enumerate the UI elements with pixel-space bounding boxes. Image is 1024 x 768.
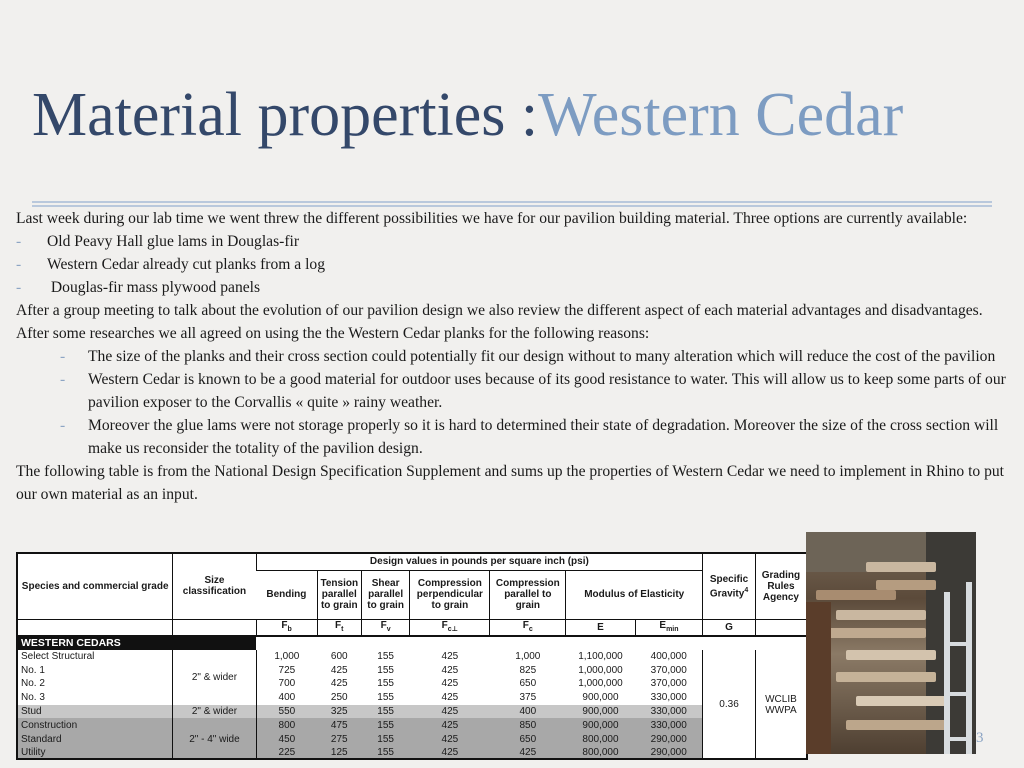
dash-bullet-icon: - [60,371,66,388]
table-row: Construction 2" - 4" wide 800 475 155 425 850 900,000 330,000 [18,718,806,732]
agency-cell: WCLIB WWPA [755,650,806,760]
col-shear: Shear parallel to grain [361,570,409,619]
col-bending: Bending [256,570,317,619]
table-row: No. 2 700 425 155 425 650 1,000,000 370,000 [21,678,687,690]
reason-text: Moreover the glue lams were not storage properly so it is hard to determined their state of degradation. Moreover the size of the cross section will make us reconsider the totality of the pavilion design. [88,417,999,457]
table-row: Utility 225 125 155 425 425 800,000 290,000 [18,746,806,760]
title-accent: Western Cedar [538,81,904,149]
option-item [16,253,1012,276]
col-gravity: Specific Gravity$^4$ [703,554,756,619]
size-cell: 2" & wider [173,650,256,705]
reason-item [16,368,1012,414]
table-row: Standard 450 275 155 425 650 800,000 290,000 [18,732,806,746]
dash-bullet-icon: - [16,233,22,250]
option-text: Western Cedar already cut planks from a log [47,256,326,273]
gravity-cell: 0.36 [703,650,756,760]
table-row: No. 1 725 425 155 425 825 1,000,000 370,000 [21,664,687,676]
sym-ft: $F_t$ [317,619,361,636]
sym-fv: $F_v$ [361,619,409,636]
dash-bullet-icon: - [16,279,22,296]
sym-fb: $F_b$ [256,619,317,636]
sym-empty [18,619,173,636]
sym-g: G [703,619,756,636]
option-text: Old Peavy Hall glue lams in Douglas-fir [47,233,300,250]
col-species: Species and commercial grade [18,554,173,619]
option-item [16,230,1012,253]
body-text [16,207,1012,506]
design-values-table [18,554,806,760]
sym-fc: $F_c$ [490,619,566,636]
col-grading: Grading Rules Agency [755,554,806,619]
option-item [16,276,1012,299]
sym-emin: $E_{min}$ [635,619,702,636]
title-main: Material properties : [32,81,539,149]
design-values-header: Design values in pounds per square inch (psi) [256,554,703,570]
size-cell: 2" & wider [173,705,256,719]
table-row: Stud 2" & wider 550 325 155 425 400 900,000 330,000 [18,705,806,719]
sym-fcp: $F_{c\perp}$ [410,619,490,636]
reason-item [16,414,1012,460]
slide-title [32,78,1012,152]
nds-design-values-table [16,552,808,760]
table-row: Select Structural 2" & wider 1,000 600 155 425 1,000 1,100,000 400,000 0.36 WCLIB WWPA [18,650,806,664]
cedar-planks-photo [806,532,976,754]
col-comp-par: Compression parallel to grain [490,570,566,619]
section-label: WESTERN CEDARS [18,636,256,650]
reason-text: Western Cedar is known to be a good material for outdoor uses because of its good resistance to water. This will allow us to keep some parts of our pavilion exposer to the Corvallis « quite » rainy weather. [88,371,1006,411]
decision-paragraph: After a group meeting to talk about the evolution of our pavilion design we also review the different aspect of each material advantages and disadvantages. After some researches we all agreed on using the the Western Cedar planks for the following reasons: [16,302,983,342]
sym-empty [755,619,806,636]
col-tension: Tension parallel to grain [317,570,361,619]
reason-item [16,345,1012,368]
dash-bullet-icon: - [60,417,66,434]
col-size: Size classification [173,554,256,619]
dash-bullet-icon: - [60,348,66,365]
page-number: 3 [976,730,984,746]
title-divider-top [32,201,992,203]
col-modulus: Modulus of Elasticity [566,570,703,619]
col-comp-perp: Compression perpendicular to grain [410,570,490,619]
table-intro-paragraph: The following table is from the National Design Specification Supplement and sums up the properties of Western Cedar we need to implement in Rhino to put our own material as an input. [16,463,1005,503]
intro-paragraph: Last week during our lab time we went threw the different possibilities we have for our pavilion building material. Three options are currently available: [16,210,968,227]
table-row: No. 3 400 250 155 425 375 900,000 330,000 [21,692,687,704]
sym-empty [173,619,256,636]
size-cell: 2" - 4" wide [173,718,256,759]
option-text: Douglas-fir mass plywood panels [47,279,261,296]
reason-text: The size of the planks and their cross section could potentially fit our design without to many alteration which will reduce the cost of the pavilion [88,348,996,365]
dash-bullet-icon: - [16,256,22,273]
sym-e: E [566,619,636,636]
